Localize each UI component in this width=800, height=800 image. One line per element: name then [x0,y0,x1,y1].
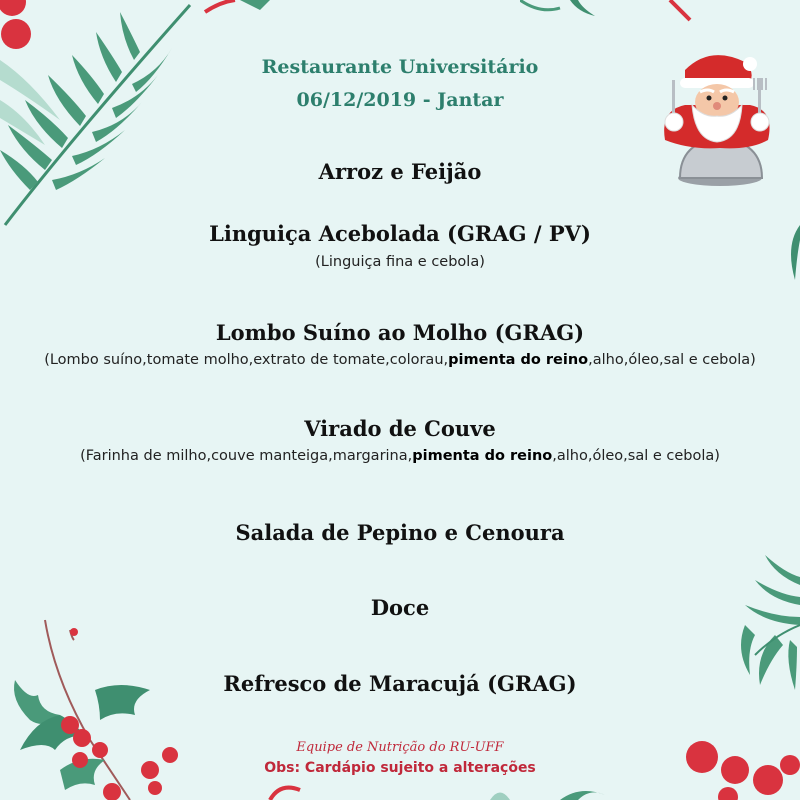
dish-name: Linguiça Acebolada (GRAG / PV) [209,221,591,246]
dish-ingredients: (Linguiça fina e cebola) [315,254,485,270]
dish-name: Doce [370,595,430,620]
dish-name: Arroz e Feijão [318,159,482,184]
dish-ingredients: (Lombo suíno,tomate molho,extrato de tomate,colorau,pimenta do reino,alho,óleo,sal e cebola) [44,352,756,368]
dish-name: Refresco de Maracujá (GRAG) [223,671,577,696]
menu-disclaimer: Obs: Cardápio sujeito a alterações [264,760,536,776]
pine-branch-icon [200,0,300,20]
dish-ingredients: (Farinha de milho,couve manteiga,margarina,pimenta do reino,alho,óleo,sal e cebola) [80,448,720,464]
date-meal-subtitle: 06/12/2019 - Jantar [296,89,504,111]
highlight-ingredient: pimenta do reino [412,448,553,464]
berry-icon [0,0,40,60]
highlight-ingredient: pimenta do reino [448,352,589,368]
nutrition-team-signature: Equipe de Nutrição do RU-UFF [296,740,504,755]
pine-branch-icon [520,0,700,30]
restaurant-title: Restaurante Universitário [261,56,539,78]
dish-name: Lombo Suíno ao Molho (GRAG) [215,320,585,345]
dish-name: Virado de Couve [304,416,496,441]
dish-name: Salada de Pepino e Cenoura [235,520,565,545]
